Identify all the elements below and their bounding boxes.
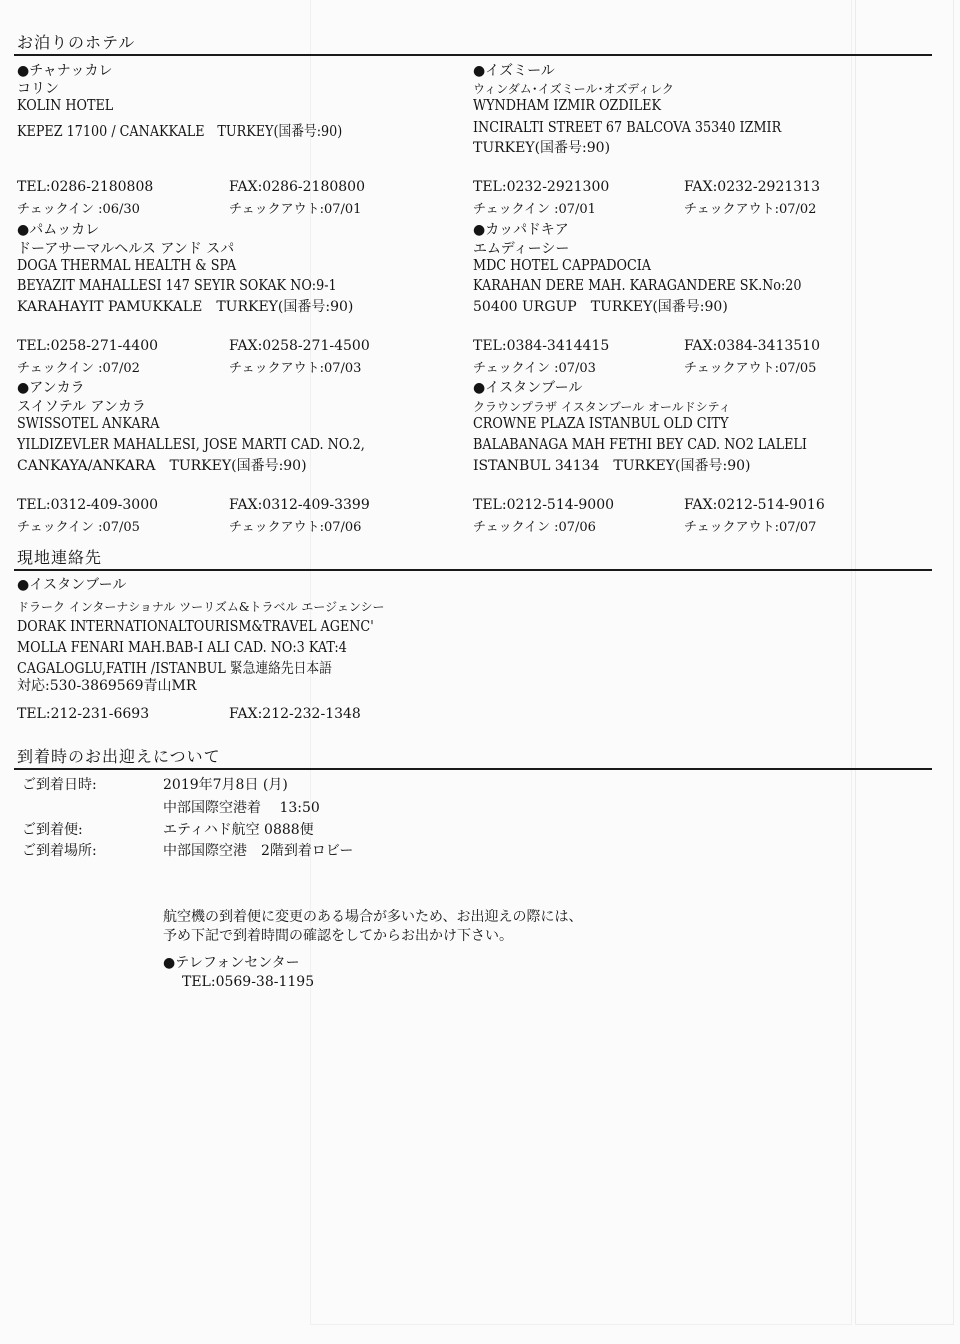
- hotel-tel: TEL:0258-271-4400: [17, 338, 159, 354]
- hotel-address: CANKAYA/ANKARA TURKEY(国番号:90): [17, 458, 307, 474]
- contact-tel: TEL:212-231-6693: [17, 706, 150, 722]
- arrival-note: 航空機の到着便に変更のある場合が多いため、お出迎えの際には、: [163, 909, 583, 925]
- hotel-checkin: チェックイン :06/30: [17, 202, 140, 217]
- hotel-tel: TEL:0384-3414415: [473, 338, 610, 354]
- contact-address: MOLLA FENARI MAH.BAB-I ALI CAD. NO:3 KAT:4: [17, 640, 347, 656]
- contact-section-title: 現地連絡先: [17, 548, 103, 567]
- hotels-section-title: お泊りのホテル: [17, 33, 136, 52]
- contact-fax: FAX:212-232-1348: [229, 706, 361, 722]
- hotel-name-en: KOLIN HOTEL: [17, 98, 114, 114]
- arrival-section-title: 到着時のお出迎えについて: [17, 747, 221, 766]
- arrival-place-value: 中部国際空港 2階到着ロビー: [163, 843, 354, 859]
- hotel-address: 50400 URGUP TURKEY(国番号:90): [473, 299, 728, 315]
- arrival-flight-value: エティハド航空 0888便: [163, 822, 314, 838]
- hotel-name-en: WYNDHAM IZMIR OZDILEK: [473, 98, 662, 114]
- hotel-checkout: チェックアウト:07/02: [684, 202, 817, 217]
- arrival-time-value: 中部国際空港着 13:50: [163, 800, 320, 816]
- hotel-checkin: チェックイン :07/03: [473, 361, 596, 376]
- contact-name-ja: ドラーク インターナショナル ツーリズム&トラベル エージェンシー: [17, 600, 385, 614]
- hotel-name-ja: コリン: [17, 81, 59, 97]
- hotel-address: ISTANBUL 34134 TURKEY(国番号:90): [473, 458, 751, 474]
- hotel-address: TURKEY(国番号:90): [473, 140, 611, 156]
- telephone-center-label: ●テレフォンセンター: [163, 955, 300, 971]
- hotel-address: KARAHAYIT PAMUKKALE TURKEY(国番号:90): [17, 299, 354, 315]
- hotel-fax: FAX:0232-2921313: [684, 179, 821, 195]
- hotel-checkout: チェックアウト:07/03: [229, 361, 362, 376]
- hotel-city: ●イスタンブール: [473, 380, 583, 396]
- hotel-checkin: チェックイン :07/02: [17, 361, 140, 376]
- contact-emergency: 対応:530-3869569青山MR: [17, 678, 197, 694]
- contact-city: ●イスタンブール: [17, 577, 127, 593]
- hotel-city: ●チャナッカレ: [17, 63, 113, 79]
- hotel-name-en: MDC HOTEL CAPPADOCIA: [473, 258, 651, 274]
- hotel-checkin: チェックイン :07/06: [473, 520, 596, 535]
- hotel-fax: FAX:0384-3413510: [684, 338, 821, 354]
- section-rule: [14, 54, 932, 56]
- hotel-fax: FAX:0258-271-4500: [229, 338, 370, 354]
- arrival-date-value: 2019年7月8日 (月): [163, 777, 288, 793]
- arrival-date-label: ご到着日時:: [22, 777, 97, 793]
- arrival-place-label: ご到着場所:: [22, 843, 97, 859]
- hotel-fax: FAX:0312-409-3399: [229, 497, 370, 513]
- hotel-checkin: チェックイン :07/05: [17, 520, 140, 535]
- hotel-fax: FAX:0286-2180800: [229, 179, 366, 195]
- hotel-address: BALABANAGA MAH FETHI BEY CAD. NO2 LALELI: [473, 437, 807, 453]
- hotel-address: INCIRALTI STREET 67 BALCOVA 35340 IZMIR: [473, 120, 782, 136]
- hotel-city: ●パムッカレ: [17, 222, 100, 238]
- telephone-center-number: TEL:0569-38-1195: [182, 974, 315, 990]
- hotel-name-en: DOGA THERMAL HEALTH & SPA: [17, 258, 237, 274]
- hotel-checkout: チェックアウト:07/05: [684, 361, 817, 376]
- hotel-tel: TEL:0312-409-3000: [17, 497, 159, 513]
- hotel-name-en: SWISSOTEL ANKARA: [17, 416, 160, 432]
- hotel-city: ●イズミール: [473, 63, 555, 79]
- hotel-name-ja: ドーアサーマルヘルス アンド スパ: [17, 241, 235, 257]
- hotel-checkout: チェックアウト:07/01: [229, 202, 362, 217]
- hotel-city: ●アンカラ: [17, 380, 85, 396]
- hotel-checkout: チェックアウト:07/07: [684, 520, 817, 535]
- section-rule: [14, 768, 932, 770]
- hotel-name-ja: エムディーシー: [473, 241, 570, 257]
- bleed-through-table: [855, 0, 954, 1325]
- hotel-fax: FAX:0212-514-9016: [684, 497, 825, 513]
- hotel-name-ja: クラウンプラザ イスタンブール オールドシティ: [473, 400, 731, 414]
- contact-address: CAGALOGLU,FATIH /ISTANBUL 緊急連絡先日本語: [17, 661, 332, 677]
- hotel-name-ja: スイソテル アンカラ: [17, 399, 146, 415]
- hotel-checkout: チェックアウト:07/06: [229, 520, 362, 535]
- section-rule: [14, 569, 932, 571]
- hotel-tel: TEL:0212-514-9000: [473, 497, 615, 513]
- contact-name-en: DORAK INTERNATIONALTOURISM&TRAVEL AGENC': [17, 619, 374, 635]
- hotel-name-en: CROWNE PLAZA ISTANBUL OLD CITY: [473, 416, 729, 432]
- arrival-note: 予め下記で到着時間の確認をしてからお出かけ下さい。: [163, 928, 513, 944]
- hotel-address: BEYAZIT MAHALLESI 147 SEYIR SOKAK NO:9-1: [17, 278, 337, 294]
- arrival-flight-label: ご到着便:: [22, 822, 83, 838]
- hotel-address: YILDIZEVLER MAHALLESI, JOSE MARTI CAD. NO.2,: [17, 437, 365, 453]
- hotel-checkin: チェックイン :07/01: [473, 202, 596, 217]
- hotel-address: KARAHAN DERE MAH. KARAGANDERE SK.No:20: [473, 278, 802, 294]
- hotel-city: ●カッパドキア: [473, 222, 569, 238]
- hotel-address: KEPEZ 17100 / CANAKKALE TURKEY(国番号:90): [17, 124, 343, 140]
- hotel-name-ja: ウィンダム･イズミール･オズディレク: [473, 82, 674, 96]
- hotel-tel: TEL:0286-2180808: [17, 179, 154, 195]
- hotel-tel: TEL:0232-2921300: [473, 179, 610, 195]
